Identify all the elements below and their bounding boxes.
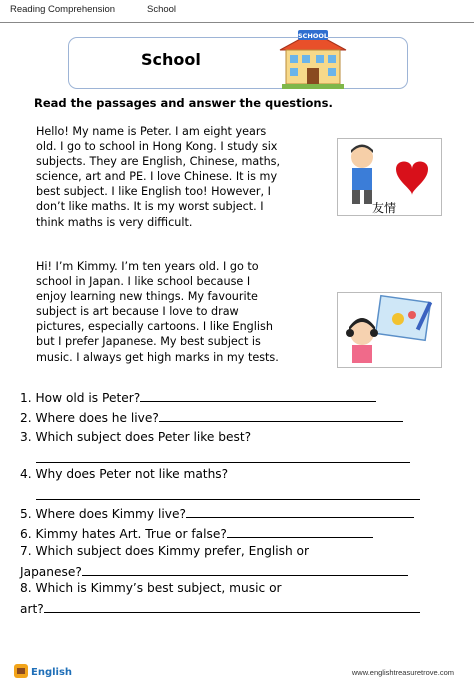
question-6 — [20, 525, 373, 541]
passage-kimmy: Hi! I’m Kimmy. I’m ten years old. I go to school in Japan. I like school because I enjoy learning new things. My favourite subject is art because I love to draw pictures, especially cartoons. I like English but I prefer Japanese. My best subject is music. I always get high marks in my tests. — [36, 260, 279, 364]
question-2-text: 2. Where does he live? — [20, 411, 159, 425]
question-5-text: 5. Where does Kimmy live? — [20, 507, 186, 521]
question-4-text: 4. Why does Peter not like maths? — [20, 467, 229, 481]
question-3-text: 3. Which subject does Peter like best? — [20, 430, 252, 444]
question-8 — [20, 581, 282, 595]
question-7 — [20, 544, 309, 558]
school-building-icon — [276, 28, 350, 92]
title-box — [68, 37, 408, 89]
answer-line-5[interactable] — [186, 505, 414, 518]
pic1-caption: 友情 — [372, 201, 397, 215]
question-8-cont — [20, 600, 420, 616]
footer-url: www.englishtreasuretrove.com — [351, 668, 454, 677]
question-7-text-a: 7. Which subject does Kimmy prefer, English or — [20, 544, 310, 558]
answer-line-7[interactable] — [82, 563, 408, 576]
question-1-text: 1. How old is Peter? — [20, 391, 141, 405]
girl-drawing-icon — [338, 293, 441, 367]
answer-line-3[interactable] — [36, 462, 410, 463]
passage-peter: Hello! My name is Peter. I am eight years old. I go to school in Hong Kong. I study six subjects. They are English, Chinese, maths, science, art and PE. I love Chinese. It is my best subject. I like English too! However, I don’t like maths. It is my worst subject. I think maths is very difficult. — [36, 125, 281, 229]
answer-line-4[interactable] — [36, 499, 420, 500]
boy-with-heart-icon — [338, 139, 441, 215]
instructions: Read the passages and answer the questions. — [34, 96, 333, 110]
question-6-text: 6. Kimmy hates Art. True or false? — [20, 527, 227, 541]
answer-line-1[interactable] — [140, 389, 376, 402]
school-sign-text: SCHOOL — [297, 32, 329, 40]
page-title: School — [141, 50, 201, 69]
question-7-text-b: Japanese? — [20, 565, 82, 579]
english-treasure-trove-logo — [14, 660, 84, 682]
question-5 — [20, 505, 414, 521]
header-right: School — [147, 4, 177, 15]
question-8-text-a: 8. Which is Kimmy’s best subject, music or — [20, 581, 282, 595]
answer-line-2[interactable] — [159, 409, 403, 422]
question-1 — [20, 389, 376, 405]
question-4 — [20, 467, 228, 481]
question-8-text-b: art? — [20, 602, 44, 616]
question-7-cont — [20, 563, 408, 579]
answer-line-6[interactable] — [227, 525, 373, 538]
footer-logo-text: English — [31, 667, 73, 678]
question-2 — [20, 409, 403, 425]
answer-line-8[interactable] — [44, 600, 420, 613]
header-left: Reading Comprehension — [10, 4, 116, 15]
header-bar — [0, 0, 474, 23]
picture-girl-art — [337, 292, 442, 368]
question-3 — [20, 430, 251, 444]
picture-friendship — [337, 138, 442, 216]
